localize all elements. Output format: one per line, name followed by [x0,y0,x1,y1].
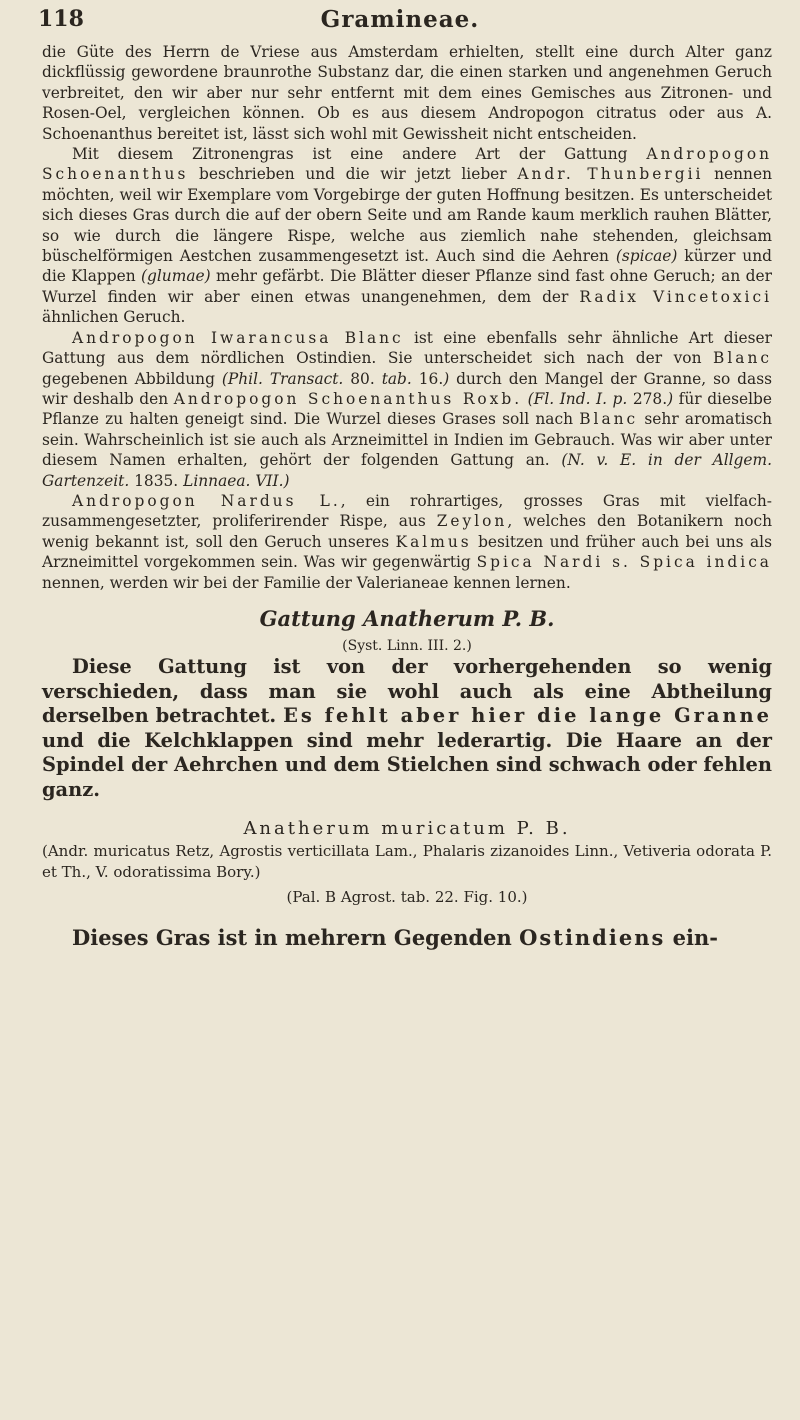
species-heading: Anatherum muricatum P. B. [243,817,571,839]
plate-reference: (Pal. B Agrost. tab. 22. Fig. 10.) [286,887,528,906]
synonyms-block [42,841,772,883]
paragraph-2: Mit diesem Zitronengras ist eine andere Art der Gattung Andropogon Schoenanthus beschrieben und die wir jetzt lieber Andr. Thunbergii nennen möchten, weil wir Exemplare vom Vorgebirge der guten Hoffnung besitzen. Es unterscheidet sich dieses Gras durch die auf der obern Seite und am Rande kaum merklich rauhen Blätter, so wie durch die längere Rispe, welche aus ziemlich nahe stehenden, gleichsam büschelförmigen Aestchen zusammengesetzt ist. Auch sind die Aehren (spicae) kürzer und die Klappen (glumae) mehr gefärbt. Die Blätter dieser Pflanze sind fast ohne Geruch; an der Wurzel finden wir aber einen etwas unangenehmen, dem der Radix Vincetoxici ähnlichen Geruch. [42,145,772,327]
paragraph-3: Andropogon Iwarancusa Blanc ist eine ebenfalls sehr ähnliche Art dieser Gattung aus dem nördlichen Ostindien. Sie unterscheidet sich nach der von Blanc gegebenen Abbildung (Phil. Transact. 80. tab. 16.) durch den Mangel der Granne, so dass wir deshalb den Andropogon Schoenanthus Roxb. (Fl. Ind. I. p. 278.) für dieselbe Pflanze zu halten geneigt sind. Die Wurzel dieses Grases soll nach Blanc sehr aromatisch sein. Wahrscheinlich ist sie auch als Arzneimittel in Indien im Gebrauch. Was wir aber unter diesem Namen erhalten, gehört der folgenden Gattung an. (N. v. E. in der Allgem. Gartenzeit. 1835. Linnaea. VII.) [42,328,773,490]
paragraph-5: Diese Gattung ist von der vorhergehenden so wenig verschieden, dass man sie wohl auch als eine Abtheilung derselben betrachtet. Es fehlt aber hier die lange Granne und die Kelchklappen sind mehr lederartig. Die Haare an der Spindel der Aehrchen und dem Stielchen sind schwach oder fehlen ganz. [42,654,772,801]
running-title: Gramineae. [320,6,480,33]
paragraph-1: die Güte des Herrn de Vriese aus Amsterdam erhielten, stellt eine durch Alter ganz dickflüssig gewordene braunrothe Substanz dar, die einen starken und angenehmen Geruch verbreitet, den wir aber nur sehr entfernt mit dem eines Gemisches aus Zitronen- und Rosen-Oel, vergleichen können. Ob es aus diesem Andropogon citratus oder aus A. Schoenanthus bereitet ist, lässt sich wohl mit Gewissheit nicht entscheiden. [42,43,772,143]
system-reference: (Syst. Linn. III. 2.) [342,637,472,654]
page-header [0,6,800,36]
paragraph-4: Andropogon Nardus L., ein rohrartiges, grosses Gras mit vielfach-zusammengesetzter, proliferirender Rispe, aus Zeylon, welches den Botanikern noch wenig bekannt ist, soll den Geruch unseres Kalmus besitzen und früher auch bei uns als Arzneimittel vorgekommen sein. Was wir gegenwärtig Spica Nardi s. Spica indica nennen, werden wir bei der Familie der Valerianeae kennen lernen. [42,491,772,592]
genus-heading: Gattung Anatherum P. B. [259,605,555,631]
page-number: 118 [38,6,84,32]
paragraph-6: Dieses Gras ist in mehrern Gegenden Ostindiens ein- [72,924,718,950]
page-body [42,42,772,952]
synonyms: (Andr. muricatus Retz, Agrostis verticillata Lam., Phalaris zizanoides Linn., Vetiveria odorata P. et Th., V. odoratissima Bory.) [42,841,772,881]
genus-description [42,655,772,803]
